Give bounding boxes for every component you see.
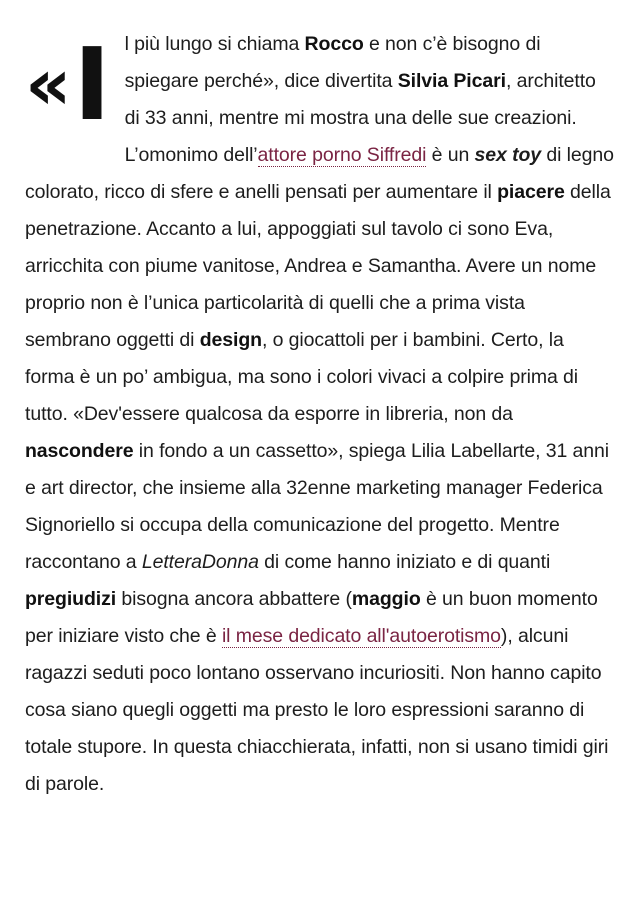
text-segment: di come hanno iniziato e di quanti (258, 551, 551, 573)
bold-italic-sex-toy: sex toy (474, 144, 542, 166)
bold-rocco: Rocco (304, 33, 364, 55)
article-body (25, 26, 615, 803)
bold-nascondere: nascondere (25, 440, 134, 462)
text-segment: bisogna ancora abbattere ( (116, 588, 352, 610)
drop-cap (25, 26, 111, 156)
text-segment: di legno colorato, ricco di sfere e anelli pensati per aumentare il (25, 144, 614, 203)
text-segment: della penetrazione. Accanto a lui, appoggiati sul tavolo ci sono Eva, arricchita con piume vanitose, Andrea e Samantha. Avere un nome proprio non è l’unica particolarità di quelli che a prima vista sembrano oggetti di (25, 181, 611, 351)
bold-piacere: piacere (497, 181, 565, 203)
italic-letteradonna: LetteraDonna (141, 551, 259, 573)
text-segment: , o giocattoli per i bambini. Certo, la forma è un po’ ambigua, ma sono i colori vivaci a colpire prima di tutto. «Dev'essere qualcosa da esporre in libreria, non da (25, 329, 579, 425)
bold-silvia-picari: Silvia Picari (397, 70, 506, 92)
text-segment: è un (426, 144, 475, 166)
bold-design: design (199, 329, 262, 351)
bold-maggio: maggio (351, 588, 421, 610)
drop-cap-quote: « (25, 42, 66, 126)
text-segment: è un buon momento per iniziare visto che è (25, 588, 598, 647)
drop-cap-letter: I (73, 26, 111, 143)
text-segment: e non c’è bisogno di spiegare perché», dice divertita (124, 33, 541, 92)
text-segment: ), alcuni ragazzi seduti poco lontano osservano incuriositi. Non hanno capito cosa siano quegli oggetti ma presto le loro espressioni saranno di totale stupore. In questa chiacchierata, infatti, non si usano timidi giri di parole. (25, 625, 609, 795)
link-mese-autoerotismo[interactable]: il mese dedicato all'autoerotismo (221, 625, 501, 647)
text-segment: l più lungo si chiama (124, 33, 305, 55)
link-attore-porno-siffredi[interactable]: attore porno Siffredi (257, 144, 427, 166)
text-segment: in fondo a un cassetto», spiega Lilia Labellarte, 31 anni e art director, che insieme alla 32enne marketing manager Federica Signoriello si occupa della comunicazione del progetto. Mentre raccontano a (25, 440, 610, 573)
text-segment: , architetto di 33 anni, mentre mi mostra una delle sue creazioni. L’omonimo dell’ (124, 70, 596, 166)
article-paragraph (25, 26, 615, 803)
bold-pregiudizi: pregiudizi (25, 588, 117, 610)
